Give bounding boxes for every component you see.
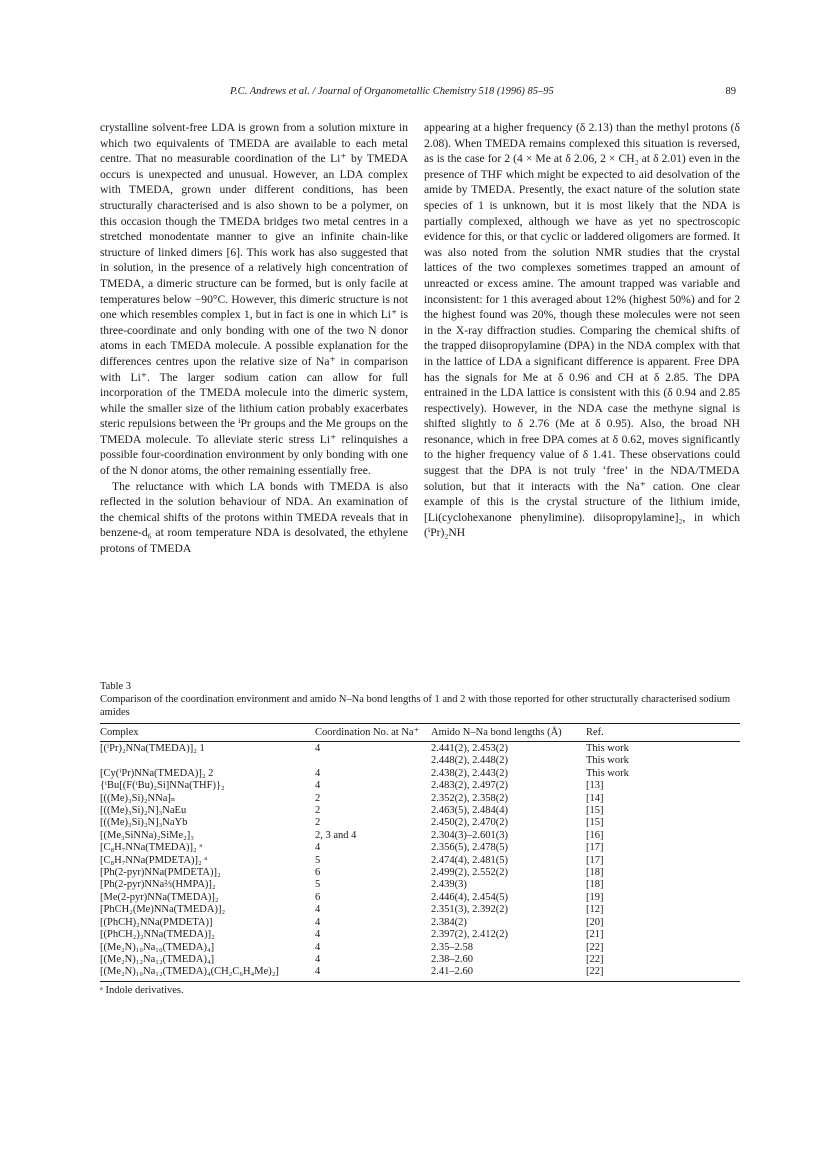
cell-complex: [((Me)₃Si)₂N]₃NaEu	[100, 805, 187, 817]
cell-ref: [18]	[586, 879, 604, 891]
table-row	[100, 892, 740, 904]
table-row	[100, 805, 740, 817]
cell-bond-lengths: 2.304(3)–2.601(3)	[431, 829, 508, 841]
cell-complex: [(Me₂N)₁₀Na₁₀(TMEDA)₄]	[100, 941, 215, 953]
cell-coordination: 4	[315, 767, 321, 779]
table-row	[100, 742, 740, 756]
cell-coordination: 4	[315, 966, 321, 978]
table-row	[100, 830, 740, 842]
cell-complex: [((Me)₃Si)₂N]₃NaYb	[100, 817, 188, 829]
cell-coordination: 4	[315, 780, 321, 792]
paragraph: appearing at a higher frequency (δ 2.13) than the methyl protons (δ 2.08). When TMEDA remains complexed this situation is reversed, as is the case for 2 (4 × Me at δ 2.06, 2 × CH₂ at δ 2.01) even in the presence of THF which might be expected to aid desolvation of the amide by TMEDA. Presently, the exact nature of the solution state species of 1 is unknown, but it is most likely that the NDA is partially complexed, although we have as yet no spectroscopic evidence for this, or that cyclic or laddered oligomers are formed. It was also noted from the solution NMR studies that the crystal lattices of the two complexes sometimes trapped an amount of unreacted or excess amine. The amount trapped was variable and inconsistent: for 1 this averaged about 12% (highest 50%) and for 2 the highest found was 20%, though these molecules were not seen in the X-ray diffraction studies. Comparing the chemical shifts of the trapped diisopropylamine (DPA) in the NDA complex with that in the lattice of LDA a significant difference is apparent. Free DPA has the signals for Me at δ 0.96 and CH at δ 2.85. The DPA entrained in the LDA lattice is consistent with this (δ 0.94 and 2.85 respectively). However, in the NDA case the methyne signal is shifted slightly to δ 2.76 (Me at δ 0.95). Also, the broad NH resonance, which in free DPA comes at δ 0.62, moves significantly to the higher frequency value of δ 1.41. These observations could suggest that the DPA is not truly ‘free’ in the NDA/TMEDA solution, but that it interacts with the Na⁺ cation. One clear example of this is the crystal structure of the lithium imide, [Li(cyclohexanone phenylimine). diisopropylamine]₂, in which (ⁱPr)₂NH	[424, 121, 740, 540]
cell-bond-lengths: 2.351(3), 2.392(2)	[431, 904, 508, 916]
cell-ref: [19]	[586, 891, 604, 903]
column-header-coordination: Coordination No. at Na⁺	[315, 727, 420, 738]
table-row	[100, 942, 740, 954]
cell-ref: This work	[586, 755, 629, 767]
cell-complex: [((Me)₃Si)₂NNa]ₙ	[100, 792, 176, 804]
column-header-ref: Ref.	[586, 726, 604, 738]
cell-coordination: 4	[315, 743, 321, 754]
cell-ref: [22]	[586, 953, 604, 965]
table-row	[100, 780, 740, 792]
cell-coordination: 2	[315, 792, 321, 804]
table-row	[100, 904, 740, 916]
cell-complex: [(Me₂N)₁₂Na₁₂(TMEDA)₄]	[100, 953, 215, 965]
table-row	[100, 855, 740, 867]
cell-ref: [17]	[586, 842, 604, 854]
table-row	[100, 793, 740, 805]
table-label: Table 3	[100, 681, 132, 692]
cell-ref: [17]	[586, 854, 604, 866]
cell-complex: {ᵗBu[(F(ᵗBu)₂Si]NNa(THF)}₂	[100, 780, 225, 792]
table-header-row	[100, 724, 740, 742]
cell-ref: [15]	[586, 805, 604, 817]
cell-complex: [Cy(ⁱPr)NNa(TMEDA)]₂ 2	[100, 767, 214, 779]
table-row	[100, 842, 740, 854]
cell-coordination: 2, 3 and 4	[315, 829, 357, 841]
cell-bond-lengths: 2.38–2.60	[431, 953, 473, 965]
running-title: P.C. Andrews et al. / Journal of Organometallic Chemistry 518 (1996) 85–95	[230, 86, 554, 97]
page-number: 89	[725, 86, 736, 97]
cell-ref: [12]	[586, 904, 604, 916]
cell-complex: [PhCH₂(Me)NNa(TMEDA)]₂	[100, 904, 226, 916]
table-3	[100, 680, 740, 996]
cell-complex: [(ⁱPr)₂NNa(TMEDA)]₂ 1	[100, 743, 205, 754]
cell-bond-lengths: 2.499(2), 2.552(2)	[431, 867, 508, 879]
table-caption: Comparison of the coordination environment and amido N–Na bond lengths of 1 and 2 with those reported for other structurally characterised sodium amides	[100, 694, 731, 718]
cell-bond-lengths: 2.397(2), 2.412(2)	[431, 929, 508, 941]
cell-ref: [13]	[586, 780, 604, 792]
cell-complex: [C₈H₇NNa(TMEDA)]₂ ᵃ	[100, 842, 203, 854]
column-header-bond-lengths: Amido N–Na bond lengths (Å)	[431, 726, 562, 738]
cell-ref: [15]	[586, 817, 604, 829]
right-column	[424, 120, 740, 541]
cell-coordination: 4	[315, 929, 321, 941]
cell-ref: [22]	[586, 941, 604, 953]
table-row	[100, 966, 740, 981]
cell-complex	[100, 755, 315, 767]
table-row	[100, 879, 740, 891]
cell-bond-lengths: 2.483(2), 2.497(2)	[431, 780, 508, 792]
cell-bond-lengths: 2.463(5), 2.484(4)	[431, 805, 508, 817]
table-footnote: ᵃ Indole derivatives.	[100, 984, 184, 996]
cell-bond-lengths: 2.450(2), 2.470(2)	[431, 817, 508, 829]
cell-complex: [Me(2-pyr)NNa(TMEDA)]₂	[100, 891, 219, 903]
cell-bond-lengths: 2.474(4), 2.481(5)	[431, 854, 508, 866]
cell-complex: [(PhCH)₂NNa(PMDETA)]	[100, 916, 213, 928]
table-row	[100, 768, 740, 780]
cell-complex: [(Me₂N)₁₀Na₁₂(TMEDA)₄(CH₂C₆H₄Me)₂]	[100, 966, 279, 978]
paragraph: crystalline solvent-free LDA is grown from a solution mixture in which two equivalents of TMEDA are available to each metal centre. That no measurable coordination of the Li⁺ by TMEDA occurs is unexpected and unusual. However, an LDA complex with TMEDA, grown under different conditions, has been structurally characterised and is also shown to be a polymer, on this occasion though the TMEDA bridges two metal centres in a stretched monodentate manner to give an infinite chain-like structure of linked dimers [6]. This work has also suggested that in solution, in the presence of a relatively high concentration of TMEDA, a dimeric structure can be formed, but is only facile at temperatures below −90°C. However, this dimeric structure is not one which resembles complex 1, but in fact is one in which Li⁺ is three-coordinate and only bonding with one of the two N donor atoms in each TMEDA molecule. A possible explanation for the differences centres upon the relative size of Na⁺ in comparison with Li⁺. The larger sodium cation can allow for full incorporation of the TMEDA molecule into the dimeric system, while the smaller size of the lithium cation probably exacerbates steric repulsions between the ⁱPr groups and the Me groups on the TMEDA molecule. To alleviate steric stress Li⁺ relinquishes a possible four-coordination environment by only bonding with one of the N donor atoms, the other remaining essentially free.	[100, 121, 408, 478]
left-column	[100, 120, 408, 557]
cell-coordination: 4	[315, 916, 321, 928]
cell-bond-lengths: 2.441(2), 2.453(2)	[431, 743, 508, 754]
data-table	[100, 723, 740, 982]
cell-ref: [18]	[586, 867, 604, 879]
column-header-complex: Complex	[100, 726, 139, 738]
cell-coordination: 4	[315, 941, 321, 953]
cell-ref: [16]	[586, 829, 604, 841]
cell-ref: [14]	[586, 792, 604, 804]
cell-ref: [21]	[586, 929, 604, 941]
cell-coordination: 4	[315, 953, 321, 965]
cell-coordination: 6	[315, 867, 321, 879]
cell-bond-lengths: 2.446(4), 2.454(5)	[431, 891, 508, 903]
cell-bond-lengths: 2.448(2), 2.448(2)	[431, 755, 508, 767]
cell-complex: [(PhCH₂)₂NNa(TMEDA)]₂	[100, 929, 215, 941]
table-row	[100, 755, 740, 767]
cell-coordination: 4	[315, 842, 321, 854]
cell-ref: [22]	[586, 966, 604, 978]
cell-bond-lengths: 2.356(5), 2.478(5)	[431, 842, 508, 854]
cell-coordination	[315, 755, 431, 767]
cell-complex: [Ph(2-pyr)NNa⅔(HMPA)]₂	[100, 879, 216, 891]
cell-ref: This work	[586, 743, 629, 754]
paragraph: The reluctance with which LA bonds with TMEDA is also reflected in the solution behaviour of NDA. An examination of the chemical shifts of the protons within TMEDA reveals that in benzene-d₆ at room temperature NDA is desolvated, the ethylene protons of TMEDA	[100, 479, 408, 556]
running-header	[100, 86, 740, 102]
cell-coordination: 2	[315, 805, 321, 817]
cell-ref: [20]	[586, 916, 604, 928]
cell-coordination: 5	[315, 854, 321, 866]
cell-bond-lengths: 2.41–2.60	[431, 966, 473, 978]
table-row	[100, 817, 740, 829]
cell-bond-lengths: 2.352(2), 2.358(2)	[431, 792, 508, 804]
cell-complex: [Ph(2-pyr)NNa(PMDETA)]₂	[100, 867, 221, 879]
table-row	[100, 929, 740, 941]
cell-coordination: 6	[315, 891, 321, 903]
cell-complex: [(Me₃SiNNa)₂SiMe₂]₃	[100, 829, 194, 841]
table-row	[100, 867, 740, 879]
cell-coordination: 4	[315, 904, 321, 916]
cell-coordination: 2	[315, 817, 321, 829]
cell-ref: This work	[586, 767, 629, 779]
cell-coordination: 5	[315, 879, 321, 891]
table-row	[100, 954, 740, 966]
cell-bond-lengths: 2.439(3)	[431, 879, 467, 891]
cell-bond-lengths: 2.35–2.58	[431, 941, 473, 953]
cell-bond-lengths: 2.438(2), 2.443(2)	[431, 767, 508, 779]
table-row	[100, 917, 740, 929]
cell-complex: [C₈H₇NNa(PMDETA)]₂ ᵃ	[100, 854, 208, 866]
cell-bond-lengths: 2.384(2)	[431, 916, 467, 928]
